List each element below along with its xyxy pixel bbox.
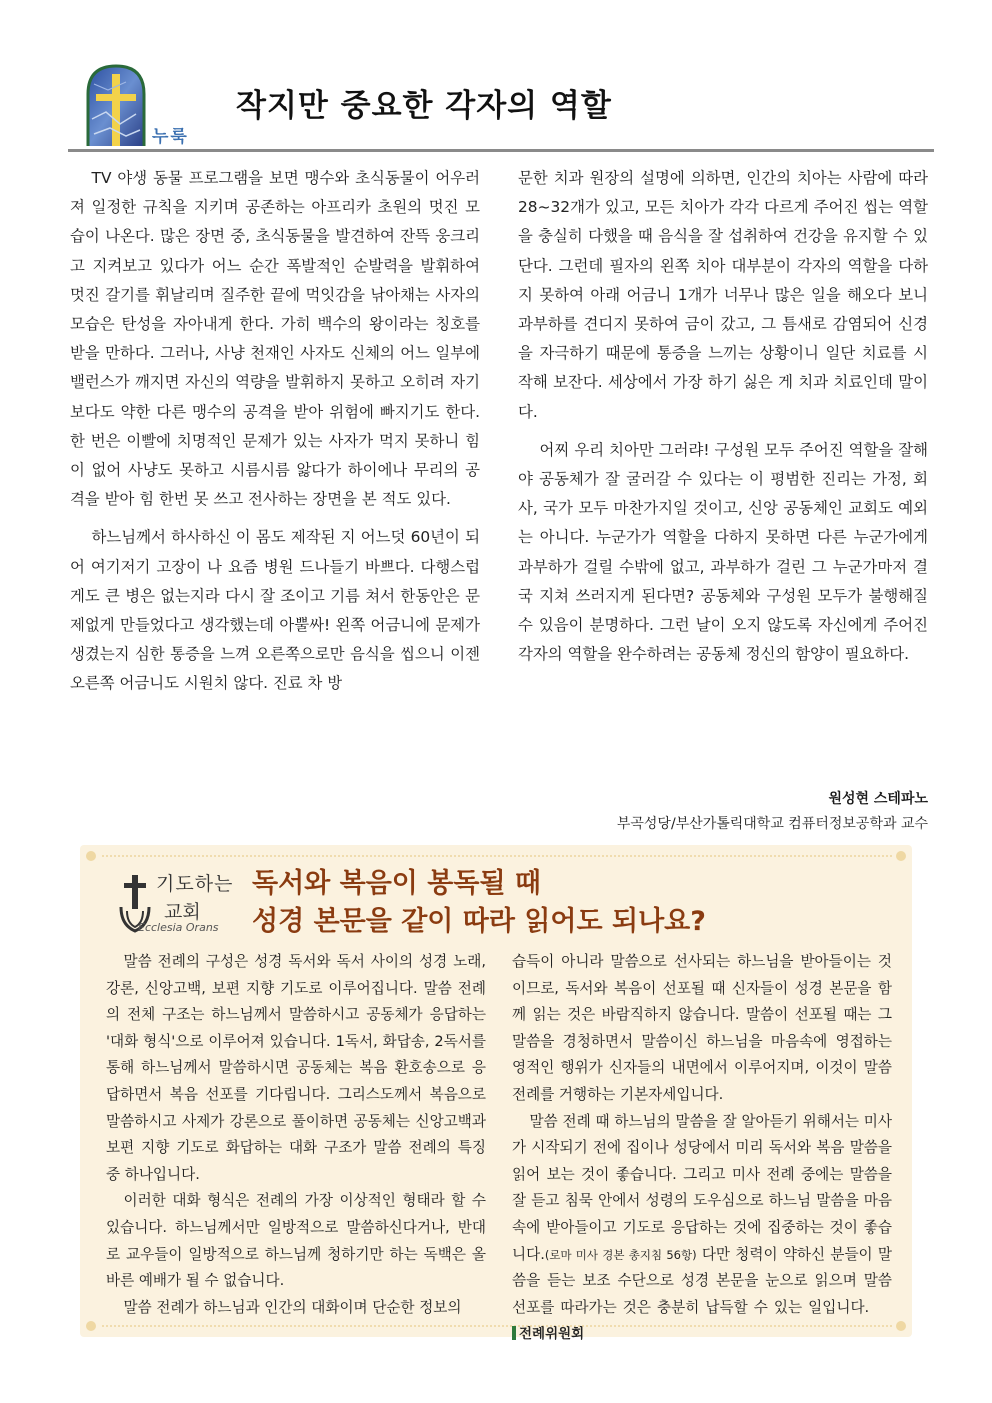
box-paragraph: 말씀 전례의 구성은 성경 독서와 독서 사이의 성경 노래, 강론, 신앙고백, 보편 지향 기도로 이루어집니다. 말씀 전례의 전체 구조는 하느님께서 말씀하시고 공동체가 응답하는 '대화 형식'으로 이루어져 있습니다. 1독서, 화답송, 2독서를 통해 하느님께서 말씀하시면 공동체는 복음 환호송으로 응답하면서 복음 선포를 기다립니다. 그리스도께서 복음으로 말씀하시고 사제가 강론으로 풀이하면 공동체는 신앙고백과 보편 지향 기도로 화답하는 대화 구조가 말씀 전례의 특징 중 하나입니다. — [106, 953, 486, 1183]
box-title-line1: 독서와 복음이 봉독될 때 — [252, 868, 542, 899]
ecclesia-orans-box — [80, 845, 912, 1343]
box-text: 말씀 전례 때 하느님의 말씀을 잘 알아듣기 위해서는 미사가 시작되기 전에 집이나 성당에서 미리 독서와 복음 말씀을 읽어 보는 것이 좋습니다. 그리고 미사 전례 중에는 말씀을 잘 듣고 침묵 안에서 성령의 도우심으로 하느님 말씀을 마음속에 받아들이고 기도로 응답하는 것에 집중하는 것이 좋습니다. — [512, 1112, 892, 1263]
corner-dot — [896, 851, 906, 861]
box-paragraph: 이러한 대화 형식은 전례의 가장 이상적인 형태라 할 수 있습니다. 하느님께서만 일방적으로 말씀하신다거나, 반대로 교우들이 일방적으로 하느님께 청하기만 하는 독백은 올바른 예배가 될 수 없습니다. — [106, 1192, 486, 1290]
author-name: 원성현 스테파노 — [828, 791, 928, 807]
box-paragraph: 습득이 아니라 말씀으로 선사되는 하느님을 받아들이는 것이므로, 독서와 복음이 선포될 때 신자들이 성경 본문을 함께 읽는 것은 바람직하지 않습니다. 말씀이 선포될 때는 그 말씀을 경청하면서 말씀이신 하느님을 마음속에 영접하는 영적인 행위가 신자들의 내면에서 이루어지며, 이것이 말씀 전례를 거행하는 기본자세입니다. — [512, 953, 892, 1103]
article-title: 작지만 중요한 각자의 역할 — [236, 88, 612, 124]
corner-dot — [896, 1321, 906, 1331]
logo-text: 교회 — [164, 901, 201, 923]
article-column-left — [70, 164, 480, 699]
author-affiliation: 부곡성당/부산가톨릭대학교 컴퓨터정보공학과 교수 — [616, 816, 928, 832]
box-paragraph — [512, 1109, 892, 1348]
article-paragraph: TV 야생 동물 프로그램을 보면 맹수와 초식동물이 어우러져 일정한 규칙을 지키며 공존하는 아프리카 초원의 멋진 모습이 나온다. 많은 장면 중, 초식동물을 발견하여 잔뜩 웅크리고 지켜보고 있다가 어느 순간 폭발적인 순발력을 발휘하여 멋진 갈기를 휘날리며 질주한 끝에 먹잇감을 낚아채는 사자의 모습은 탄성을 자아내게 한다. 가히 백수의 왕이라는 칭호를 받을 만하다. 그러나, 사냥 천재인 사자도 신체의 어느 일부에 밸런스가 깨지면 자신의 역량을 발휘하지 못하고 오히려 자기보다도 약한 다른 맹수의 공격을 받아 위험에 빠지기도 한다. 한 번은 이빨에 치명적인 문제가 있는 사자가 먹지 못하니 힘이 없어 사냥도 못하고 시름시름 앓다가 하이에나 무리의 공격을 받아 힘 한번 못 쓰고 전사하는 장면을 본 적도 있다. — [70, 169, 480, 509]
corner-dot — [86, 851, 96, 861]
box-border-top — [102, 855, 892, 857]
signature-bar-icon — [512, 1326, 516, 1340]
box-paragraph: 말씀 전례가 하느님과 인간의 대화이며 단순한 정보의 — [123, 1298, 462, 1316]
corner-dot — [86, 1321, 96, 1331]
box-column-right — [512, 949, 892, 1348]
reference-note: (로마 미사 경본 총지침 56항) — [544, 1247, 697, 1262]
logo-text: 기도하는 — [156, 873, 234, 895]
article-header — [68, 60, 934, 152]
article-paragraph: 문한 치과 원장의 설명에 의하면, 인간의 치아는 사람에 따라 28~32개가 있고, 모든 치아가 각각 다르게 주어진 씹는 역할을 충실히 다했을 때 음식을 잘 섭취하여 건강을 유지할 수 있단다. 그런데 필자의 왼쪽 치아 대부분이 각자의 역할을 다하지 못하여 아래 어금니 1개가 너무나 많은 일을 해오다 보니 과부하를 견디지 못하여 금이 갔고, 그 틈새로 감염되어 신경을 자극하기 때문에 통증을 느끼는 상황이니 일단 치료를 시작해 보잔다. 세상에서 가장 하기 싫은 게 치과 치료인데 말이다. — [518, 169, 928, 421]
box-column-left — [106, 949, 486, 1321]
box-title-line2: 성경 본문을 같이 따라 읽어도 되나요? — [252, 906, 706, 937]
header-divider — [68, 149, 934, 152]
box-text: 다만 청력이 약하신 분들이 말씀을 듣는 보조 수단으로 성경 본문을 눈으로 읽으며 말씀 선포를 따라가는 것은 충분히 납득할 수 있는 일입니다. — [512, 1245, 892, 1316]
article-paragraph: 하느님께서 하사하신 이 몸도 제작된 지 어느덧 60년이 되어 여기저기 고장이 나 요즘 병원 드나들기 바쁘다. 다행스럽게도 큰 병은 없는지라 다시 잘 조이고 기름 쳐서 한동안은 문제없게 만들었다고 생각했는데 아뿔싸! 왼쪽 어금니에 문제가 생겼는지 심한 통증을 느껴 오른쪽으로만 음식을 씹으니 이젠 오른쪽 어금니도 시원치 않다. 진료 차 방 — [70, 528, 480, 693]
signature-text: 전례위원회 — [519, 1326, 585, 1343]
article-column-right — [518, 164, 928, 669]
stained-glass-cross-icon — [86, 64, 146, 146]
logo-latin-text: Ecclesia Orans — [138, 921, 219, 934]
article-paragraph: 어찌 우리 치아만 그러랴! 구성원 모두 주어진 역할을 잘해야 공동체가 잘 굴러갈 수 있다는 이 평범한 진리는 가정, 회사, 국가 모두 마찬가지일 것이고, 신앙 공동체인 교회도 예외는 아니다. 누군가가 역할을 다하지 못하면 다른 누군가에게 과부하가 걸릴 수밖에 없고, 과부하가 걸린 그 누군가마저 결국 지쳐 쓰러지게 된다면? 공동체와 구성원 모두가 불행해질 수 있음이 분명하다. 그런 날이 오지 않도록 자신에게 주어진 각자의 역할을 완수하려는 공동체 정신의 함양이 필요하다. — [518, 440, 928, 664]
box-title — [252, 865, 706, 941]
section-label: 누룩 — [152, 127, 189, 147]
author-block — [617, 787, 928, 837]
ecclesia-orans-logo — [108, 867, 253, 937]
signature — [512, 1326, 584, 1342]
